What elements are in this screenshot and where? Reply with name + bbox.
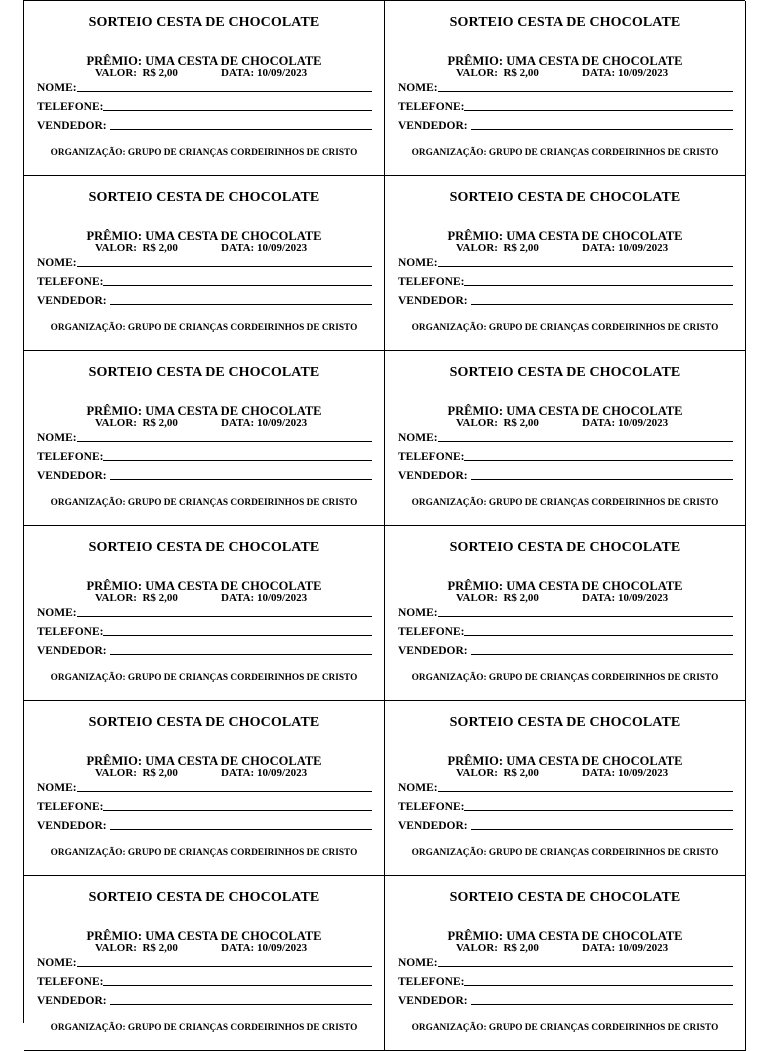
prize-label: PRÊMIO: — [86, 754, 146, 768]
value-amount: R$ 2,00 — [142, 242, 178, 254]
seller-field[interactable] — [398, 993, 733, 1007]
ticket-date — [221, 942, 307, 954]
name-field[interactable] — [398, 430, 733, 444]
ticket-value-date-row — [95, 767, 307, 779]
value-amount: R$ 2,00 — [503, 67, 539, 79]
seller-field-label: VENDEDOR: — [37, 645, 107, 657]
raffle-ticket-r2-c2 — [385, 176, 746, 351]
seller-field-label: VENDEDOR: — [398, 470, 468, 482]
date-label: DATA: — [221, 592, 255, 604]
ticket-value — [95, 767, 221, 779]
ticket-value-date-row — [95, 242, 307, 254]
value-label: VALOR: — [456, 592, 498, 604]
ticket-title: SORTEIO CESTA DE CHOCOLATE — [88, 540, 320, 555]
org-label: ORGANIZAÇÃO: — [411, 498, 489, 508]
seller-field-line[interactable] — [471, 1004, 733, 1005]
org-label: ORGANIZAÇÃO: — [50, 323, 128, 333]
name-field[interactable] — [37, 430, 372, 444]
phone-field-label: TELEFONE: — [37, 626, 104, 638]
value-amount: R$ 2,00 — [142, 417, 178, 429]
date-label: DATA: — [221, 767, 255, 779]
ticket-value-date-row — [456, 67, 668, 79]
seller-field[interactable] — [37, 818, 372, 832]
name-field-label: NOME: — [398, 782, 438, 794]
prize-value: UMA CESTA DE CHOCOLATE — [145, 229, 322, 243]
date-label: DATA: — [582, 417, 616, 429]
org-value: GRUPO DE CRIANÇAS CORDEIRINHOS DE CRISTO — [488, 148, 719, 158]
phone-field[interactable] — [398, 624, 733, 638]
date-label: DATA: — [221, 67, 255, 79]
date-label: DATA: — [582, 67, 616, 79]
ticket-value — [456, 67, 582, 79]
phone-field[interactable] — [398, 799, 733, 813]
org-label: ORGANIZAÇÃO: — [50, 498, 128, 508]
name-field-line[interactable] — [438, 791, 733, 792]
date-value: 10/09/2023 — [617, 242, 669, 254]
name-field-label: NOME: — [37, 957, 77, 969]
value-amount: R$ 2,00 — [503, 767, 539, 779]
ticket-date — [221, 592, 307, 604]
org-value: GRUPO DE CRIANÇAS CORDEIRINHOS DE CRISTO — [488, 1023, 719, 1033]
phone-field-label: TELEFONE: — [37, 801, 104, 813]
ticket-date — [582, 767, 668, 779]
phone-field[interactable] — [37, 274, 372, 288]
value-label: VALOR: — [456, 942, 498, 954]
value-amount: R$ 2,00 — [503, 592, 539, 604]
ticket-date — [221, 417, 307, 429]
name-field[interactable] — [398, 80, 733, 94]
phone-field-line[interactable] — [464, 285, 733, 286]
ticket-title: SORTEIO CESTA DE CHOCOLATE — [449, 540, 681, 555]
date-value: 10/09/2023 — [256, 767, 308, 779]
name-field-line[interactable] — [77, 441, 372, 442]
prize-label: PRÊMIO: — [86, 579, 146, 593]
raffle-ticket-r1-c1 — [24, 1, 385, 176]
raffle-ticket-r5-c2 — [385, 701, 746, 876]
seller-field[interactable] — [37, 293, 372, 307]
date-value: 10/09/2023 — [256, 417, 308, 429]
ticket-date — [221, 242, 307, 254]
org-value: GRUPO DE CRIANÇAS CORDEIRINHOS DE CRISTO — [127, 498, 358, 508]
prize-value: UMA CESTA DE CHOCOLATE — [145, 54, 322, 68]
value-amount: R$ 2,00 — [503, 417, 539, 429]
ticket-value-date-row — [456, 242, 668, 254]
seller-field-line[interactable] — [110, 304, 372, 305]
raffle-ticket-r1-c2 — [385, 1, 746, 176]
phone-field-line[interactable] — [103, 110, 372, 111]
prize-label: PRÊMIO: — [447, 929, 507, 943]
seller-field-line[interactable] — [110, 654, 372, 655]
phone-field-line[interactable] — [103, 985, 372, 986]
phone-field[interactable] — [37, 799, 372, 813]
phone-field-line[interactable] — [103, 285, 372, 286]
value-label: VALOR: — [456, 242, 498, 254]
seller-field-line[interactable] — [471, 129, 733, 130]
date-value: 10/09/2023 — [617, 592, 669, 604]
ticket-organization — [24, 673, 384, 683]
phone-field-line[interactable] — [103, 810, 372, 811]
phone-field-label: TELEFONE: — [37, 451, 104, 463]
date-label: DATA: — [221, 242, 255, 254]
phone-field-label: TELEFONE: — [398, 276, 465, 288]
ticket-value — [456, 767, 582, 779]
value-label: VALOR: — [95, 67, 137, 79]
ticket-value — [456, 942, 582, 954]
raffle-ticket-r4-c2 — [385, 526, 746, 701]
seller-field[interactable] — [398, 643, 733, 657]
name-field[interactable] — [37, 605, 372, 619]
phone-field-line[interactable] — [464, 460, 733, 461]
prize-value: UMA CESTA DE CHOCOLATE — [506, 404, 683, 418]
name-field-label: NOME: — [398, 432, 438, 444]
ticket-organization — [24, 1023, 384, 1033]
name-field[interactable] — [37, 80, 372, 94]
ticket-value — [456, 592, 582, 604]
ticket-value — [95, 942, 221, 954]
org-value: GRUPO DE CRIANÇAS CORDEIRINHOS DE CRISTO — [127, 1023, 358, 1033]
name-field-label: NOME: — [398, 607, 438, 619]
value-amount: R$ 2,00 — [142, 942, 178, 954]
date-label: DATA: — [221, 942, 255, 954]
date-value: 10/09/2023 — [256, 242, 308, 254]
prize-value: UMA CESTA DE CHOCOLATE — [145, 929, 322, 943]
name-field-line[interactable] — [77, 91, 372, 92]
phone-field-line[interactable] — [103, 635, 372, 636]
raffle-ticket-r3-c1 — [24, 351, 385, 526]
raffle-ticket-r4-c1 — [24, 526, 385, 701]
date-value: 10/09/2023 — [617, 767, 669, 779]
ticket-value — [456, 242, 582, 254]
org-value: GRUPO DE CRIANÇAS CORDEIRINHOS DE CRISTO — [488, 498, 719, 508]
name-field-label: NOME: — [398, 257, 438, 269]
name-field[interactable] — [37, 780, 372, 794]
prize-label: PRÊMIO: — [447, 54, 507, 68]
org-label: ORGANIZAÇÃO: — [411, 1023, 489, 1033]
prize-value: UMA CESTA DE CHOCOLATE — [506, 54, 683, 68]
prize-label: PRÊMIO: — [86, 929, 146, 943]
value-label: VALOR: — [95, 417, 137, 429]
raffle-ticket-sheet — [23, 0, 745, 1033]
value-label: VALOR: — [95, 242, 137, 254]
org-label: ORGANIZAÇÃO: — [411, 848, 489, 858]
phone-field-label: TELEFONE: — [398, 451, 465, 463]
seller-field-label: VENDEDOR: — [398, 995, 468, 1007]
seller-field-label: VENDEDOR: — [37, 120, 107, 132]
ticket-organization — [24, 148, 384, 158]
phone-field-line[interactable] — [464, 810, 733, 811]
org-label: ORGANIZAÇÃO: — [411, 148, 489, 158]
date-label: DATA: — [582, 242, 616, 254]
ticket-date — [582, 242, 668, 254]
seller-field-label: VENDEDOR: — [398, 295, 468, 307]
ticket-organization — [385, 148, 745, 158]
org-label: ORGANIZAÇÃO: — [50, 1023, 128, 1033]
ticket-organization — [385, 848, 745, 858]
prize-label: PRÊMIO: — [86, 229, 146, 243]
seller-field[interactable] — [37, 468, 372, 482]
name-field[interactable] — [37, 255, 372, 269]
date-value: 10/09/2023 — [256, 942, 308, 954]
name-field-line[interactable] — [77, 616, 372, 617]
value-label: VALOR: — [456, 417, 498, 429]
ticket-date — [582, 67, 668, 79]
org-label: ORGANIZAÇÃO: — [411, 673, 489, 683]
phone-field-line[interactable] — [103, 460, 372, 461]
prize-label: PRÊMIO: — [447, 579, 507, 593]
ticket-value-date-row — [95, 67, 307, 79]
phone-field[interactable] — [37, 974, 372, 988]
value-label: VALOR: — [95, 942, 137, 954]
value-amount: R$ 2,00 — [503, 242, 539, 254]
phone-field[interactable] — [398, 974, 733, 988]
org-value: GRUPO DE CRIANÇAS CORDEIRINHOS DE CRISTO — [127, 848, 358, 858]
date-value: 10/09/2023 — [256, 67, 308, 79]
date-value: 10/09/2023 — [617, 417, 669, 429]
prize-value: UMA CESTA DE CHOCOLATE — [506, 754, 683, 768]
raffle-ticket-r6-c1 — [24, 876, 385, 1051]
ticket-value-date-row — [95, 942, 307, 954]
ticket-date — [582, 592, 668, 604]
value-amount: R$ 2,00 — [503, 942, 539, 954]
ticket-organization — [385, 1023, 745, 1033]
phone-field-label: TELEFONE: — [398, 976, 465, 988]
seller-field[interactable] — [37, 643, 372, 657]
seller-field-label: VENDEDOR: — [398, 820, 468, 832]
value-label: VALOR: — [456, 767, 498, 779]
org-label: ORGANIZAÇÃO: — [50, 148, 128, 158]
seller-field-line[interactable] — [471, 829, 733, 830]
ticket-date — [221, 767, 307, 779]
ticket-value-date-row — [456, 767, 668, 779]
name-field-line[interactable] — [438, 91, 733, 92]
name-field-label: NOME: — [37, 257, 77, 269]
raffle-ticket-r2-c1 — [24, 176, 385, 351]
prize-label: PRÊMIO: — [447, 404, 507, 418]
ticket-organization — [24, 498, 384, 508]
name-field-line[interactable] — [77, 266, 372, 267]
date-label: DATA: — [221, 417, 255, 429]
phone-field[interactable] — [37, 624, 372, 638]
raffle-ticket-r6-c2 — [385, 876, 746, 1051]
phone-field-label: TELEFONE: — [37, 101, 104, 113]
phone-field[interactable] — [398, 274, 733, 288]
name-field[interactable] — [398, 255, 733, 269]
phone-field-line[interactable] — [464, 635, 733, 636]
ticket-value-date-row — [456, 417, 668, 429]
prize-label: PRÊMIO: — [447, 229, 507, 243]
prize-value: UMA CESTA DE CHOCOLATE — [506, 929, 683, 943]
ticket-value — [95, 417, 221, 429]
name-field-label: NOME: — [37, 432, 77, 444]
org-value: GRUPO DE CRIANÇAS CORDEIRINHOS DE CRISTO — [127, 323, 358, 333]
phone-field-line[interactable] — [464, 985, 733, 986]
ticket-organization — [385, 323, 745, 333]
name-field-label: NOME: — [398, 957, 438, 969]
seller-field-line[interactable] — [110, 479, 372, 480]
org-value: GRUPO DE CRIANÇAS CORDEIRINHOS DE CRISTO — [488, 848, 719, 858]
name-field[interactable] — [398, 955, 733, 969]
ticket-value — [95, 67, 221, 79]
ticket-value — [95, 592, 221, 604]
value-label: VALOR: — [95, 767, 137, 779]
ticket-title: SORTEIO CESTA DE CHOCOLATE — [88, 15, 320, 30]
name-field[interactable] — [37, 955, 372, 969]
prize-value: UMA CESTA DE CHOCOLATE — [145, 404, 322, 418]
seller-field[interactable] — [37, 118, 372, 132]
name-field-label: NOME: — [37, 607, 77, 619]
phone-field[interactable] — [37, 99, 372, 113]
ticket-date — [582, 417, 668, 429]
raffle-ticket-r3-c2 — [385, 351, 746, 526]
seller-field[interactable] — [398, 293, 733, 307]
name-field-line[interactable] — [77, 791, 372, 792]
ticket-title: SORTEIO CESTA DE CHOCOLATE — [449, 715, 681, 730]
seller-field-label: VENDEDOR: — [37, 470, 107, 482]
phone-field[interactable] — [398, 99, 733, 113]
org-label: ORGANIZAÇÃO: — [50, 673, 128, 683]
prize-value: UMA CESTA DE CHOCOLATE — [506, 229, 683, 243]
ticket-value — [95, 242, 221, 254]
seller-field[interactable] — [398, 468, 733, 482]
prize-label: PRÊMIO: — [86, 54, 146, 68]
ticket-title: SORTEIO CESTA DE CHOCOLATE — [449, 365, 681, 380]
name-field-line[interactable] — [438, 266, 733, 267]
ticket-title: SORTEIO CESTA DE CHOCOLATE — [88, 190, 320, 205]
seller-field-label: VENDEDOR: — [37, 295, 107, 307]
name-field-label: NOME: — [398, 82, 438, 94]
ticket-title: SORTEIO CESTA DE CHOCOLATE — [449, 15, 681, 30]
ticket-title: SORTEIO CESTA DE CHOCOLATE — [449, 190, 681, 205]
name-field-line[interactable] — [438, 616, 733, 617]
phone-field-line[interactable] — [464, 110, 733, 111]
phone-field-label: TELEFONE: — [37, 276, 104, 288]
seller-field-label: VENDEDOR: — [37, 820, 107, 832]
raffle-ticket-r5-c1 — [24, 701, 385, 876]
ticket-value-date-row — [95, 592, 307, 604]
ticket-date — [582, 942, 668, 954]
ticket-organization — [385, 673, 745, 683]
ticket-title: SORTEIO CESTA DE CHOCOLATE — [88, 365, 320, 380]
name-field[interactable] — [398, 605, 733, 619]
ticket-value — [456, 417, 582, 429]
seller-field[interactable] — [398, 118, 733, 132]
seller-field-label: VENDEDOR: — [37, 995, 107, 1007]
seller-field-line[interactable] — [110, 829, 372, 830]
phone-field-label: TELEFONE: — [37, 976, 104, 988]
org-value: GRUPO DE CRIANÇAS CORDEIRINHOS DE CRISTO — [488, 323, 719, 333]
date-value: 10/09/2023 — [256, 592, 308, 604]
seller-field-line[interactable] — [471, 654, 733, 655]
org-label: ORGANIZAÇÃO: — [50, 848, 128, 858]
seller-field-line[interactable] — [471, 304, 733, 305]
ticket-value-date-row — [456, 592, 668, 604]
org-value: GRUPO DE CRIANÇAS CORDEIRINHOS DE CRISTO — [488, 673, 719, 683]
date-label: DATA: — [582, 767, 616, 779]
date-value: 10/09/2023 — [617, 942, 669, 954]
ticket-title: SORTEIO CESTA DE CHOCOLATE — [88, 890, 320, 905]
phone-field[interactable] — [37, 449, 372, 463]
ticket-value-date-row — [456, 942, 668, 954]
seller-field-line[interactable] — [110, 129, 372, 130]
ticket-title: SORTEIO CESTA DE CHOCOLATE — [449, 890, 681, 905]
prize-label: PRÊMIO: — [447, 754, 507, 768]
org-value: GRUPO DE CRIANÇAS CORDEIRINHOS DE CRISTO — [127, 148, 358, 158]
phone-field-label: TELEFONE: — [398, 101, 465, 113]
seller-field-line[interactable] — [471, 479, 733, 480]
seller-field-line[interactable] — [110, 1004, 372, 1005]
value-amount: R$ 2,00 — [142, 767, 178, 779]
phone-field[interactable] — [398, 449, 733, 463]
value-label: VALOR: — [456, 67, 498, 79]
seller-field-label: VENDEDOR: — [398, 120, 468, 132]
prize-value: UMA CESTA DE CHOCOLATE — [145, 754, 322, 768]
ticket-title: SORTEIO CESTA DE CHOCOLATE — [88, 715, 320, 730]
prize-value: UMA CESTA DE CHOCOLATE — [145, 579, 322, 593]
name-field-line[interactable] — [438, 966, 733, 967]
date-value: 10/09/2023 — [617, 67, 669, 79]
prize-label: PRÊMIO: — [86, 404, 146, 418]
ticket-organization — [385, 498, 745, 508]
value-amount: R$ 2,00 — [142, 592, 178, 604]
ticket-value-date-row — [95, 417, 307, 429]
date-label: DATA: — [582, 592, 616, 604]
org-label: ORGANIZAÇÃO: — [411, 323, 489, 333]
name-field[interactable] — [398, 780, 733, 794]
ticket-date — [221, 67, 307, 79]
ticket-organization — [24, 848, 384, 858]
phone-field-label: TELEFONE: — [398, 626, 465, 638]
value-amount: R$ 2,00 — [142, 67, 178, 79]
ticket-organization — [24, 323, 384, 333]
seller-field-label: VENDEDOR: — [398, 645, 468, 657]
date-label: DATA: — [582, 942, 616, 954]
seller-field[interactable] — [37, 993, 372, 1007]
phone-field-label: TELEFONE: — [398, 801, 465, 813]
seller-field[interactable] — [398, 818, 733, 832]
org-value: GRUPO DE CRIANÇAS CORDEIRINHOS DE CRISTO — [127, 673, 358, 683]
value-label: VALOR: — [95, 592, 137, 604]
name-field-label: NOME: — [37, 782, 77, 794]
name-field-line[interactable] — [438, 441, 733, 442]
name-field-line[interactable] — [77, 966, 372, 967]
name-field-label: NOME: — [37, 82, 77, 94]
prize-value: UMA CESTA DE CHOCOLATE — [506, 579, 683, 593]
